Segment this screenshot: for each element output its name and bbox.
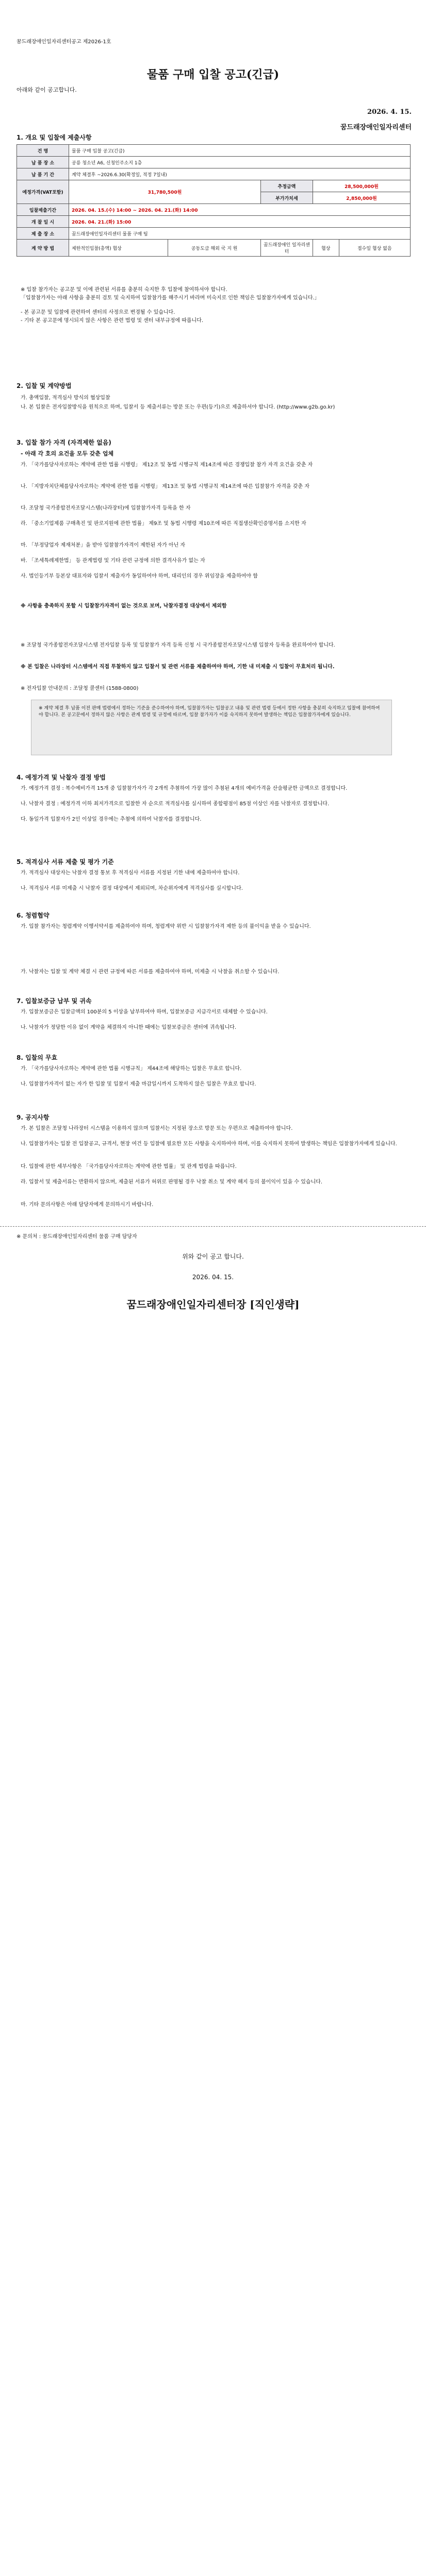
sub-label: 부가가치세 (260, 192, 313, 204)
section-line: 가. 입찰보증금은 입찰금액의 100분의 5 이상을 납부하여야 하며, 입찰보증금 지급각서로 대체할 수 있습니다. (21, 1009, 268, 1015)
row-label: 입찰제출기간 (17, 204, 69, 216)
section-1-heading: 1. 개요 및 입찰에 제출사항 (17, 134, 92, 141)
row-value: 2026. 04. 21.(화) 15:00 (69, 216, 411, 228)
section-line: 다. 동일가격 입찰자가 2인 이상일 경우에는 추첨에 의하여 낙찰자를 결정합니다. (21, 817, 202, 822)
row-cell: 꿈드래장애인 일자리센터 (260, 240, 313, 257)
row-cell: 공동도급 해외 국 지 원 (168, 240, 261, 257)
section-6-heading: 6. 청렴협약 (17, 912, 50, 919)
row-label: 납 품 장 소 (17, 157, 69, 168)
row-value: 물품 구매 입찰 공고(긴급) (69, 145, 411, 157)
page-title: 물품 구매 입찰 공고(긴급) (146, 68, 280, 81)
notice-date: 2026. 4. 15. (367, 108, 412, 116)
note-line: ※ 입찰 참가자는 공고문 및 이에 관련된 서류를 충분히 숙지한 후 입찰에 참여하셔야 합니다. (21, 287, 227, 293)
section-line: 다. 입찰에 관한 세부사항은 「국가를당사자로하는 계약에 관한 법률」 및 관계 법령을 따릅니다. (21, 1164, 237, 1170)
sub-value: 2,850,000원 (313, 192, 410, 204)
section-line: 사. 법인등기부 등본상 대표자와 입찰서 제출자가 동일하여야 하며, 대리인의 경우 위임장을 제출하여야 함 (21, 573, 258, 579)
section-line: ※ 본 입찰은 나라장터 시스템에서 직접 투찰하지 않고 입찰서 및 관련 서류를 제출하여야 하며, 기한 내 미제출 시 입찰이 무효처리 됩니다. (21, 664, 335, 670)
row-cell: 협상 (313, 240, 339, 257)
intro-text: 아래와 같이 공고합니다. (17, 87, 77, 93)
row-label: 개 찰 일 시 (17, 216, 69, 228)
row-value: 2026. 04. 15.(수) 14:00 ~ 2026. 04. 21.(화) 14:00 (69, 204, 411, 216)
section-line: 가. 「국가를당사자로하는 계약에 관한 법률 시행령」 제12조 및 동법 시행규칙 제14조에 따른 경쟁입찰 참가 자격 요건을 갖춘 자 (21, 462, 313, 468)
table-row (17, 216, 411, 228)
row-value: 꿈드래장애인일자리센터 물품 구매 팀 (69, 228, 411, 240)
section-subheading: - 아래 각 호의 요건을 모두 갖춘 업체 (21, 450, 114, 457)
row-value: 계약 체결후 ~2026.6.30(확정일, 적정 7일내) (69, 168, 411, 180)
footer-date: 2026. 04. 15. (192, 1274, 234, 1281)
closing-text: 위와 같이 공고 합니다. (182, 1253, 244, 1260)
table-row (17, 168, 411, 180)
section-note: ※ 사항을 충족하지 못할 시 입찰참가자격이 없는 것으로 보며, 낙찰자결정 대상에서 제외함 (21, 603, 227, 609)
row-value: 공릉 청소년 A6, 신청인주소지 1층 (69, 157, 411, 168)
section-line: 가. 낙찰자는 입찰 및 계약 체결 시 관련 규정에 따른 서류를 제출하여야 하며, 미제출 시 낙찰을 취소할 수 있습니다. (21, 969, 280, 975)
section-line: 나. 적격심사 서류 미제출 시 낙찰자 결정 대상에서 제외되며, 차순위자에게 적격심사를 실시합니다. (21, 886, 243, 891)
document-number: 꿈드래장애인일자리센터공고 제2026-1호 (17, 39, 111, 45)
section-line: 가. 예정가격 결정 : 복수예비가격 15개 중 입찰참가자가 각 2개씩 추첨하여 가장 많이 추첨된 4개의 예비가격을 산술평균한 금액으로 결정합니다. (21, 786, 348, 791)
section-line: 바. 「조세특례제한법」 등 관계법령 및 기타 관련 규정에 의한 결격사유가 없는 자 (21, 558, 205, 564)
section-8-heading: 8. 입찰의 무효 (17, 1054, 58, 1061)
section-3-heading: 3. 입찰 참가 자격 (자격제한 없음) (17, 439, 111, 446)
table-row (17, 240, 411, 257)
section-line: 나. 「지방자치단체를당사자로하는 계약에 관한 법률 시행령」 제13조 및 동법 시행규칙 제14조에 따른 입찰참가 자격을 갖춘 자 (21, 484, 309, 489)
section-7-heading: 7. 입찰보증금 납부 및 귀속 (17, 997, 92, 1005)
section-line: 가. 적격심사 대상자는 낙찰자 결정 통보 후 적격심사 서류를 지정된 기한 내에 제출하여야 합니다. (21, 870, 240, 876)
row-label: 제 출 장 소 (17, 228, 69, 240)
section-line: ※ 조달청 국가종합전자조달시스템 전자입찰 등록 및 입찰참가 자격 등록 신청 시 국가종합전자조달시스템 입찰자 등록을 완료하여야 합니다. (21, 642, 335, 648)
section-9-heading: 9. 공지사항 (17, 1114, 50, 1121)
section-line: 가. 「국가를당사자로하는 계약에 관한 법률 시행규칙」 제44조에 해당하는 입찰은 무효로 합니다. (21, 1066, 242, 1072)
section-line: 나. 입찰참가자는 입찰 전 입찰공고, 규격서, 현장 여건 등 입찰에 필요한 모든 사항을 숙지하여야 하며, 이를 숙지하지 못하여 발생하는 책임은 입찰참가자에게 있습니다. (21, 1141, 397, 1147)
section-line: 라. 입찰서 및 제출서류는 반환하지 않으며, 제출된 서류가 허위로 판명될 경우 낙찰 취소 및 계약 해지 등의 불이익이 있을 수 있습니다. (21, 1179, 323, 1185)
note-line: - 본 공고문 및 입찰에 관련하여 센터의 사정으로 변경될 수 있습니다. (21, 310, 175, 315)
section-line: 마. 기타 문의사항은 아래 담당자에게 문의하시기 바랍니다. (21, 1202, 154, 1208)
section-5-heading: 5. 적격심사 서류 제출 및 평가 기준 (17, 858, 114, 866)
table-row (17, 180, 411, 192)
table-row (17, 145, 411, 157)
row-label: 예정가격(VAT포함) (17, 180, 69, 204)
note-line: - 기타 본 공고문에 명시되지 않은 사항은 관련 법령 및 센터 내부규정에 따릅니다. (21, 318, 204, 324)
section-4-heading: 4. 예정가격 및 낙찰자 결정 방법 (17, 774, 106, 781)
table-row (17, 204, 411, 216)
section-line: 다. 조달청 국가종합전자조달시스템(나라장터)에 입찰참가자격 등록을 한 자 (21, 505, 191, 511)
section-line: 가. 총액입찰, 적격심사 방식의 협상입찰 (21, 395, 110, 401)
section-2-heading: 2. 입찰 및 계약방법 (17, 382, 72, 389)
notice-box-text: ※ 계약 체결 후 납품 이전 판매 법령에서 정하는 기준을 준수하여야 하며, 입찰참가자는 입찰공고 내용 및 관련 법령 등에서 정한 사항을 충분히 숙지하고 입찰에 참여하여야 합니다. 본 공고문에서 정하지 않은 사항은 관계 법령 및 규정에 따르며, 입찰 참가자가 이를 숙지하지 못하여 발생하는 책임은 입찰참가자에게 있습니다. (39, 706, 380, 718)
estimated-price: 31,780,500원 (69, 180, 261, 204)
row-label: 계 약 방 법 (17, 240, 69, 257)
notice-box (31, 700, 392, 755)
section-line: 마. 「부정당업자 제재처분」을 받아 입찰참가자격이 제한된 자가 아닌 자 (21, 543, 186, 548)
row-label: 납 품 기 간 (17, 168, 69, 180)
row-label: 건 명 (17, 145, 69, 157)
section-line: 나. 낙찰자 결정 : 예정가격 이하 최저가격으로 입찰한 자 순으로 적격심사를 실시하여 종합평점이 85점 이상인 자를 낙찰자로 결정합니다. (21, 801, 330, 807)
note-line: 「입찰참가자는 아래 사항을 충분히 검토 및 숙지하여 입찰참가를 해주시기 바라며 미숙지로 인한 책임은 입찰참가자에게 있습니다.」 (21, 295, 320, 301)
table-row (17, 157, 411, 168)
contact-line: ※ 문의처 : 꿈드래장애인일자리센터 물품 구매 담당자 (17, 1234, 137, 1240)
section-line: 라. 「중소기업제품 구매촉진 및 판로지원에 관한 법률」 제9조 및 동법 시행령 제10조에 따른 직접생산확인증명서를 소지한 자 (21, 521, 306, 527)
divider (0, 1226, 426, 1227)
section-line: 나. 입찰참가자격이 없는 자가 한 입찰 및 입찰서 제출 마감일시까지 도착하지 않은 입찰은 무효로 합니다. (21, 1081, 256, 1087)
section-line: 나. 낙찰자가 정당한 이유 없이 계약을 체결하지 아니한 때에는 입찰보증금은 센터에 귀속됩니다. (21, 1025, 237, 1030)
row-value: 제한적인입찰(총액) 협상 (69, 240, 168, 257)
section-line: 가. 본 입찰은 조달청 나라장터 시스템을 이용하지 않으며 입찰서는 지정된 장소로 방문 또는 우편으로 제출하여야 합니다. (21, 1126, 293, 1131)
sub-label: 추정금액 (260, 180, 313, 192)
section-line: ※ 전자입찰 안내문의 : 조달청 콜센터 (1588-0800) (21, 686, 139, 691)
table-row (17, 228, 411, 240)
issuer-name: 꿈드래장애인일자리센터 (340, 124, 412, 131)
section-line: 나. 본 입찰은 전자입찰방식을 원칙으로 하며, 입찰서 등 제출서류는 방문 또는 우편(등기)으로 제출하셔야 합니다. (http://www.g2b.go.kr) (21, 404, 335, 410)
summary-table (17, 144, 411, 257)
section-line: 가. 입찰 참가자는 청렴계약 이행서약서를 제출하여야 하며, 청렴계약 위반 시 입찰참가자격 제한 등의 불이익을 받을 수 있습니다. (21, 924, 311, 929)
sub-value: 28,500,000원 (313, 180, 410, 192)
footer-org: 꿈드래장애인일자리센터장 [직인생략] (126, 1298, 300, 1311)
row-cell: 접수일 협상 없음 (339, 240, 410, 257)
